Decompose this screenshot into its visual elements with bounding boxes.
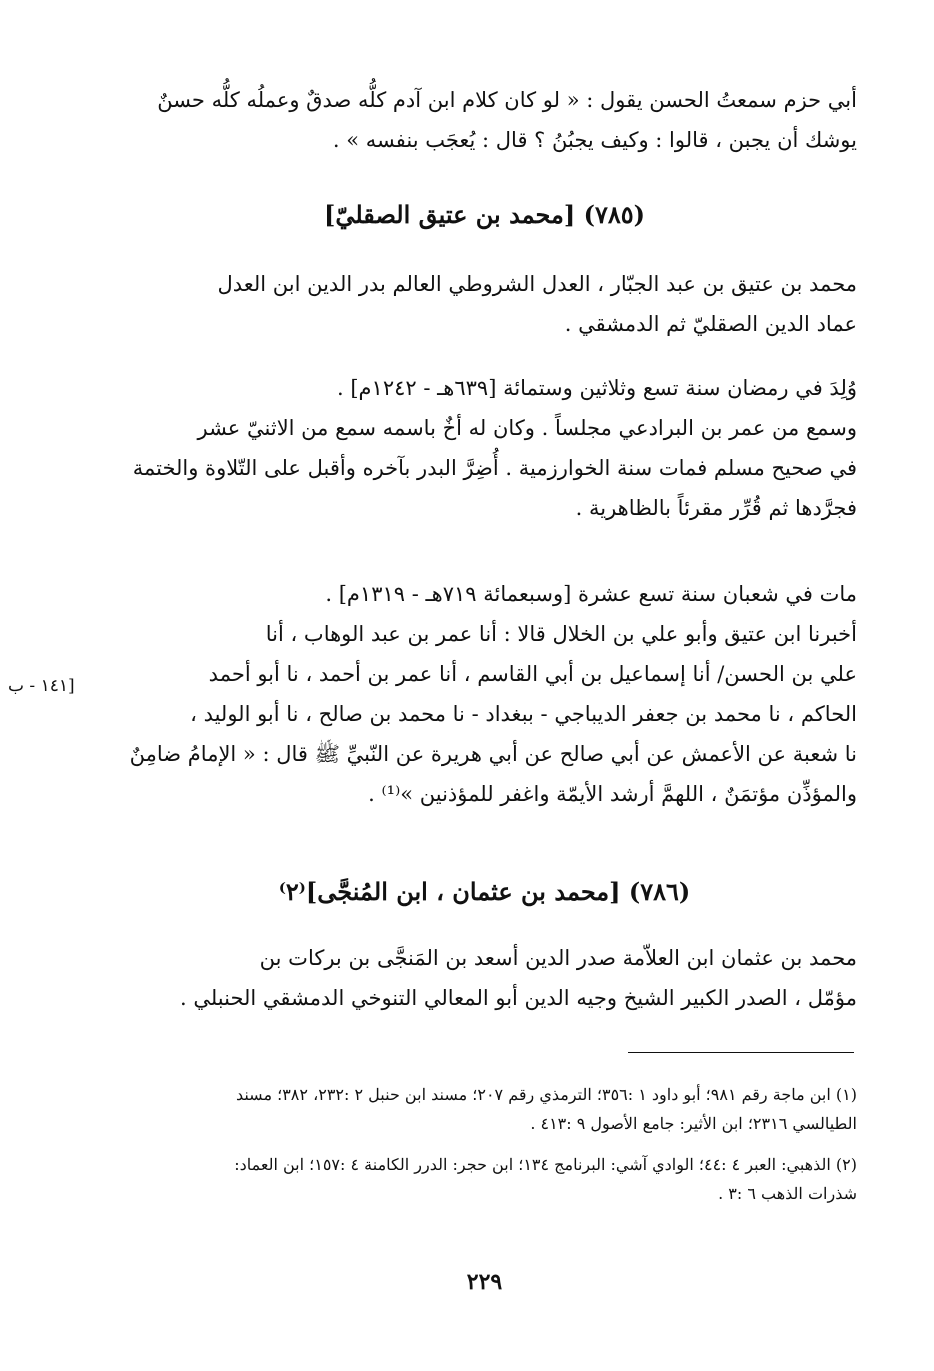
text-line: مات في شعبان سنة تسع عشرة [وسبعمائة ٧١٩هـ - ١٣١٩م] . [325,582,857,606]
text-line: نا شعبة عن الأعمش عن أبي صالح عن أبي هريرة عن النّبيِّ ﷺ قال : « الإمامُ ضامِنٌ [129,742,857,766]
entry-785-paragraph-1 [112,264,857,344]
text-line: محمد بن عثمان ابن العلاّمة صدر الدين أسعد بن المَنجَّى بن بركات بن [259,946,857,970]
footnote-line: الطيالسي ٢٣١٦؛ ابن الأثير: جامع الأصول ٩ :٤١٣ . [530,1114,857,1133]
manuscript-folio-note: [١٤١ - ب [8,676,75,696]
text-line: وُلِدَ في رمضان سنة تسع وثلاثين وستمائة [٦٣٩هـ - ١٢٤٢م] . [337,376,857,400]
entry-785-heading: (٧٨٥) [محمد بن عتيق الصقليّ] [324,200,645,229]
entry-786-paragraph-1 [112,938,857,1018]
footnote-1 [112,1080,857,1138]
footnote-line: (١) ابن ماجة رقم ٩٨١؛ أبو داود ١ :٣٥٦؛ الترمذي رقم ٢٠٧؛ مسند ابن حنبل ٢ :٢٣٢، ٣٨٢؛ مسند [235,1085,857,1104]
text-line: في صحيح مسلم فمات سنة الخوارزمية . أُضِرَّ البدر بآخره وأقبل على التّلاوة والختمة [132,456,857,480]
footnote-line: شذرات الذهب ٦ :٣ . [718,1184,857,1203]
intro-paragraph [112,80,857,160]
text-line: وسمع من عمر بن البرادعي مجلساً . وكان له أخٌ باسمه سمع من الاثنيّ عشر [197,416,857,440]
text-line: الحاكم ، نا محمد بن جعفر الديباجي - ببغداد - نا محمد بن صالح ، نا أبو الوليد ، [190,702,857,726]
text-line: مؤمّل ، الصدر الكبير الشيخ وجيه الدين أبو المعالي التنوخي الدمشقي الحنبلي . [179,986,857,1010]
text-line: عماد الدين الصقليّ ثم الدمشقي . [564,312,857,336]
text-line: أخبرنا ابن عتيق وأبو علي بن الخلال قالا : أنا عمر بن عبد الوهاب ، أنا [265,622,857,646]
page-number: ٢٢٩ [466,1269,503,1295]
entry-785-paragraph-3 [112,574,857,814]
text-line: والمؤذِّن مؤتمَنٌ ، اللهمَّ أرشد الأيمّة واغفر للمؤذنين »⁽¹⁾ . [368,782,857,806]
text-line: علي بن الحسن/ أنا إسماعيل بن أبي القاسم ، أنا عمر بن أحمد ، نا أبو أحمد [208,662,857,686]
footnote-line: (٢) الذهبي: العبر ٤ :٤٤؛ الوادي آشي: البرنامج ١٣٤؛ ابن حجر: الدرر الكامنة ٤ :١٥٧؛ ابن العماد: [234,1155,857,1174]
entry-786-heading: (٧٨٦) [محمد بن عثمان ، ابن المُنجَّى]⁽٢⁾ [278,877,691,906]
text-line: يوشك أن يجبن ، قالوا : وكيف يجبُنُ ؟ قال : يُعجَب بنفسه » . [332,128,857,152]
text-line: فجرَّدها ثم قُرِّر مقرئاً بالظاهرية . [575,496,857,520]
footnote-2 [112,1150,857,1208]
text-line: محمد بن عتيق بن عبد الجبّار ، العدل الشروطي العالم بدر الدين ابن العدل [217,272,857,296]
footnote-separator [628,1052,854,1053]
text-line: أبي حزم سمعتُ الحسن يقول : « لو كان كلام ابن آدم كلُّه صدقٌ وعملُه كلُّه حسنٌ [157,88,857,112]
entry-785-paragraph-2 [112,368,857,528]
